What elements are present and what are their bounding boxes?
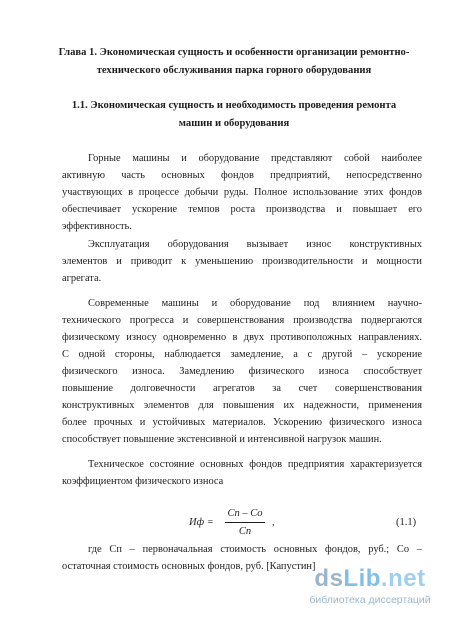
formula-number: (1.1) (396, 517, 417, 528)
logo-ds: ds (314, 565, 344, 592)
dslib-watermark (304, 565, 436, 613)
formula-fraction (225, 507, 265, 538)
paragraph-3-line-9: способствует повышение экстенсивной и интенсивной нагрузок машин. (62, 434, 382, 445)
paragraph-1-line-4: обеспечивает ускорение темпов роста производства и повышает его (62, 204, 422, 215)
formula-numerator: Cп – Cо (227, 508, 263, 519)
paragraph-3-line-2: технического прогресса и совершенствования производства подвергаются (62, 315, 422, 326)
paragraph-2-line-2: элементов и приводит к уменьшению производительности и мощности (62, 256, 422, 267)
chapter-title-line-1: Глава 1. Экономическая сущность и особенности организации ремонтно- (58, 47, 410, 58)
dslib-logo (304, 565, 436, 593)
paragraph-3-line-4: С одной стороны, наблюдается замедление, а с другой – ускорение (62, 349, 422, 360)
watermark-subtitle: библиотека диссертаций (309, 594, 431, 606)
paragraph-1-line-2: активную часть основных фондов предприятий, непосредственно (62, 170, 422, 181)
paragraph-2-line-1: Эксплуатация оборудования вызывает износ конструктивных (88, 239, 422, 250)
formula-comma: , (272, 517, 275, 528)
formula-block (0, 504, 450, 544)
paragraph-4-line-2: коэффициентом физического износа (62, 476, 224, 487)
paragraph-3-line-8: более прочных и устойчивых материалов. Ускорению физического износа (62, 417, 422, 428)
paragraph-4-line-1: Техническое состояние основных фондов предприятия характеризуется (88, 459, 422, 470)
after-formula-line-1: где Cп – первоначальная стоимость основных фондов, руб.; Cо – (88, 544, 422, 555)
paragraph-3-line-6: повышение долговечности агрегатов за счет совершенствования (62, 383, 422, 394)
section-title-line-2: машин и оборудования (178, 118, 290, 129)
section-title-line-1: 1.1. Экономическая сущность и необходимость проведения ремонта (71, 100, 397, 111)
logo-net: .net (380, 565, 426, 592)
paragraph-3-line-3: физическому износу одновременно в двух противоположных направлениях. (62, 332, 422, 343)
paragraph-1-line-3: участвующих в процессе добычи руды. Полное использование этих фондов (62, 187, 422, 198)
paragraph-3-line-7: конструктивных элементов для повышения их надежности, применения (62, 400, 422, 411)
paragraph-3-line-5: физического износа. Замедлению физического износа способствует (62, 366, 422, 377)
formula-lhs: Иф = (189, 517, 214, 528)
paragraph-2-line-3: агрегата. (62, 273, 102, 284)
paragraph-3-line-1: Современные машины и оборудование под влиянием научно- (88, 298, 422, 309)
formula-denominator: Cп (238, 526, 252, 537)
paragraph-1-line-1: Горные машины и оборудование представляют собой наиболее (88, 153, 422, 164)
chapter-title-line-2: технического обслуживания парка горного оборудования (96, 65, 372, 76)
paragraph-1-line-5: эффективность. (62, 221, 132, 232)
after-formula-line-2: остаточная стоимость основных фондов, руб. [Капустин] (62, 561, 316, 572)
fraction-bar (225, 522, 265, 523)
logo-lib: Lib (343, 565, 381, 592)
